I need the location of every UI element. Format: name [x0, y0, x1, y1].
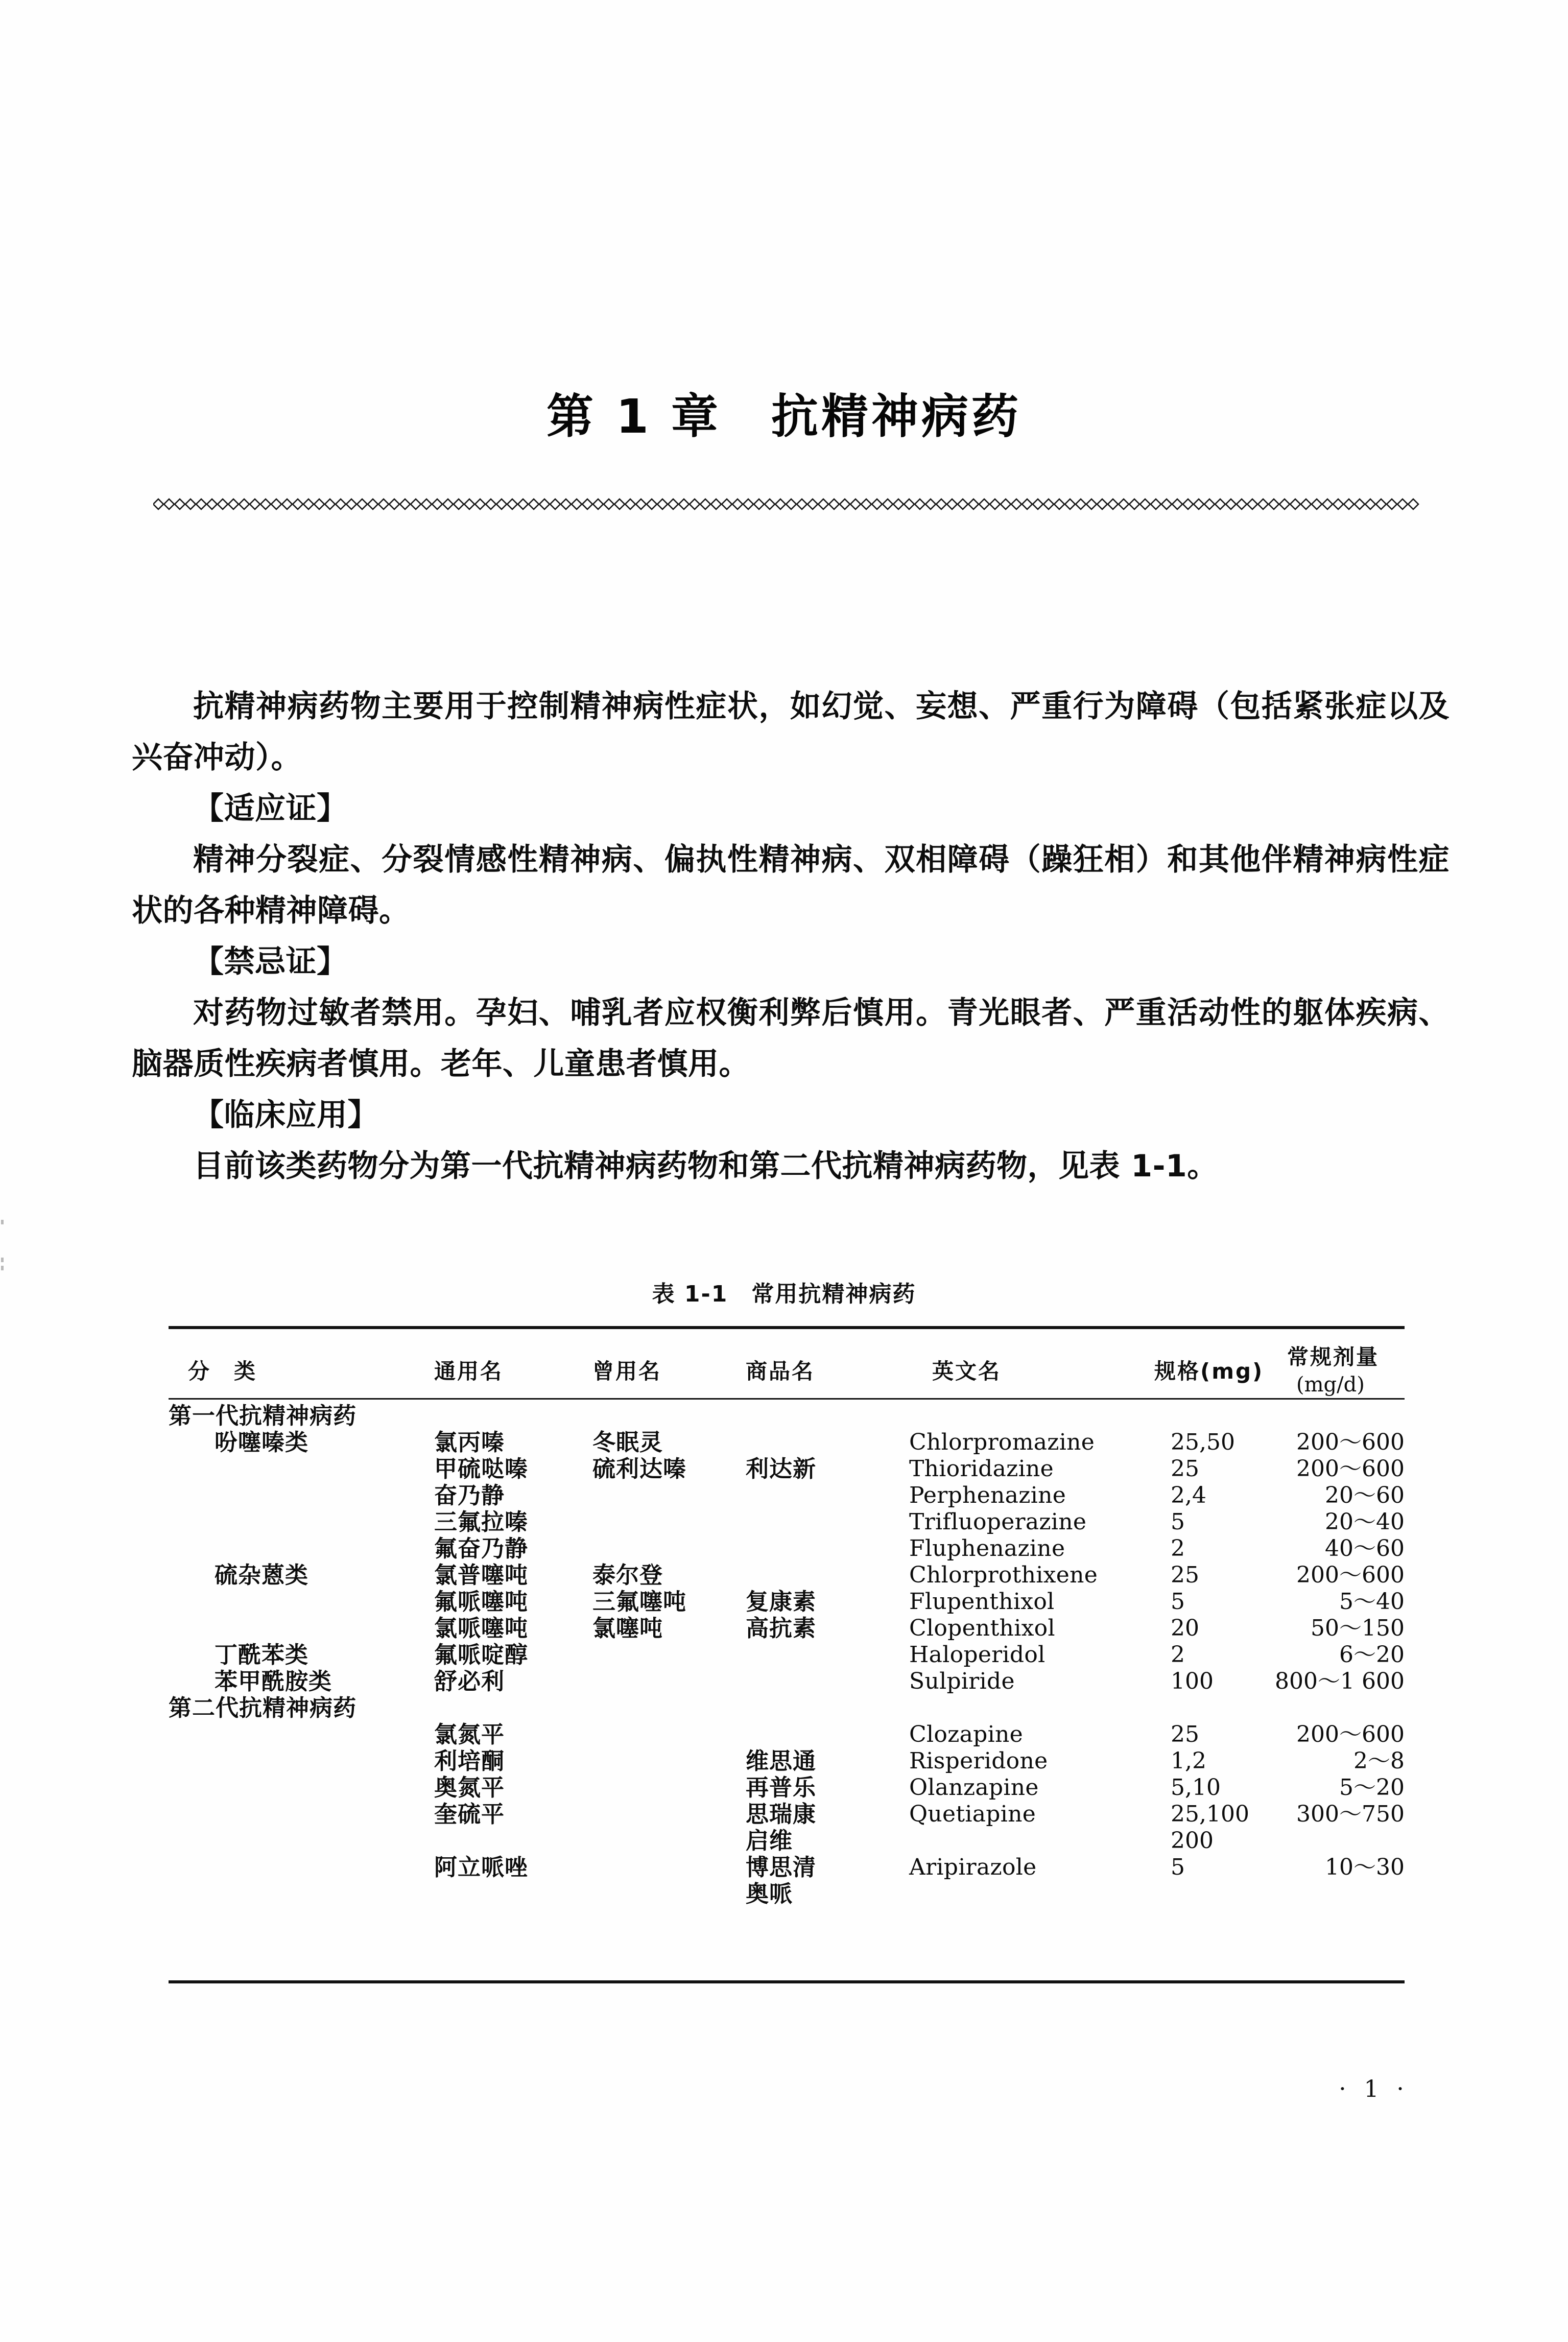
- cell-dose: 10～30: [1325, 1854, 1405, 1880]
- cell-former-name: 冬眠灵: [592, 1429, 663, 1456]
- chapter-title: 第 1 章 抗精神病药: [546, 389, 1022, 444]
- cell-dose: 20～60: [1325, 1482, 1405, 1508]
- cell-specification: 5: [1171, 1589, 1185, 1615]
- cell-classification: 丁酰苯类: [215, 1641, 309, 1668]
- table-row: [169, 1429, 1405, 1456]
- cell-brand-name: 维思通: [746, 1747, 817, 1775]
- heading-clinical: 【临床应用】: [193, 1097, 378, 1133]
- cell-english-name: Flupenthixol: [909, 1589, 1055, 1615]
- table-row: [169, 1642, 1405, 1668]
- table-body: [169, 1403, 1405, 1980]
- column-header-classification: 分 类: [188, 1359, 257, 1384]
- cell-english-name: Chlorpromazine: [909, 1429, 1095, 1455]
- cell-classification: 第二代抗精神病药: [169, 1694, 357, 1721]
- cell-english-name: Clozapine: [909, 1721, 1023, 1747]
- heading-indication: 【适应证】: [193, 791, 348, 826]
- cell-english-name: Perphenazine: [909, 1482, 1066, 1508]
- table-row: [169, 1881, 1405, 1907]
- indication-paragraph: 精神分裂症、分裂情感性精神病、偏执性精神病、双相障碍（躁狂相）和其他伴精神病性症状的各种精神障碍。: [132, 842, 1450, 929]
- table-row: [169, 1828, 1405, 1854]
- table-row: [169, 1589, 1405, 1615]
- cell-specification: 2: [1171, 1535, 1185, 1562]
- cell-former-name: 氯噻吨: [592, 1615, 663, 1642]
- cell-english-name: Thioridazine: [909, 1456, 1054, 1482]
- cell-generic-name: 三氟拉嗪: [434, 1508, 529, 1535]
- table-row: [169, 1775, 1405, 1801]
- cell-former-name: 硫利达嗪: [592, 1455, 687, 1482]
- column-header-former-name: 曾用名: [592, 1359, 662, 1384]
- cell-brand-name: 博思清: [746, 1854, 817, 1881]
- cell-specification: 2,4: [1171, 1482, 1206, 1508]
- scan-artifact: [1, 1220, 4, 1224]
- cell-dose: 800～1 600: [1275, 1668, 1405, 1694]
- page-number: · 1 ·: [1339, 2075, 1409, 2102]
- table-row: [169, 1748, 1405, 1775]
- cell-brand-name: 高抗素: [746, 1615, 817, 1642]
- table-row: [169, 1854, 1405, 1881]
- cell-dose: 200～600: [1296, 1721, 1405, 1747]
- cell-specification: 5,10: [1171, 1775, 1221, 1801]
- cell-brand-name: 思瑞康: [746, 1801, 817, 1828]
- table-row: [169, 1615, 1405, 1642]
- cell-specification: 25: [1171, 1456, 1199, 1482]
- cell-english-name: Quetiapine: [909, 1801, 1036, 1827]
- cell-brand-name: 利达新: [746, 1455, 817, 1482]
- cell-generic-name: 氟哌噻吨: [434, 1588, 529, 1615]
- cell-specification: 5: [1171, 1854, 1185, 1880]
- cell-english-name: Haloperidol: [909, 1642, 1046, 1668]
- table-rule-top: [169, 1326, 1405, 1329]
- heading-contraindication: 【禁忌证】: [193, 944, 348, 980]
- cell-english-name: Sulpiride: [909, 1668, 1015, 1694]
- cell-english-name: Clopenthixol: [909, 1615, 1055, 1641]
- table-header-row: [169, 1333, 1405, 1397]
- column-header-dose-unit: (mg/d): [1296, 1373, 1365, 1397]
- cell-dose: 5～40: [1339, 1589, 1405, 1615]
- cell-specification: 25,50: [1171, 1429, 1235, 1455]
- cell-dose: 200～600: [1296, 1429, 1405, 1455]
- intro-paragraph: 抗精神病药物主要用于控制精神病性症状，如幻觉、妄想、严重行为障碍（包括紧张症以及兴奋冲动）。: [132, 689, 1450, 775]
- cell-specification: 25: [1171, 1721, 1199, 1747]
- table-row: [169, 1668, 1405, 1695]
- cell-dose: 300～750: [1296, 1801, 1405, 1827]
- table-row: [169, 1482, 1405, 1509]
- table-row: [169, 1403, 1405, 1429]
- cell-former-name: 三氟噻吨: [592, 1588, 687, 1615]
- cell-brand-name: 奥哌: [746, 1880, 793, 1907]
- cell-generic-name: 氯哌噻吨: [434, 1615, 529, 1642]
- cell-specification: 25: [1171, 1562, 1199, 1588]
- cell-specification: 20: [1171, 1615, 1199, 1641]
- cell-dose: 200～600: [1296, 1562, 1405, 1588]
- clinical-paragraph: 目前该类药物分为第一代抗精神病药物和第二代抗精神病药物，见表 1-1。: [193, 1148, 1218, 1184]
- cell-classification: 吩噻嗪类: [215, 1429, 309, 1456]
- column-header-generic-name: 通用名: [434, 1359, 504, 1384]
- cell-dose: 20～40: [1325, 1509, 1405, 1535]
- cell-brand-name: 复康素: [746, 1588, 817, 1615]
- scan-artifact: [1, 1258, 4, 1262]
- cell-generic-name: 氟哌啶醇: [434, 1641, 529, 1668]
- cell-dose: 6～20: [1339, 1642, 1405, 1668]
- cell-english-name: Aripirazole: [909, 1854, 1037, 1880]
- cell-english-name: Olanzapine: [909, 1775, 1039, 1801]
- cell-generic-name: 阿立哌唑: [434, 1854, 529, 1881]
- cell-generic-name: 利培酮: [434, 1747, 505, 1775]
- cell-classification: 苯甲酰胺类: [215, 1668, 332, 1695]
- cell-generic-name: 舒必利: [434, 1668, 505, 1695]
- contraindication-paragraph: 对药物过敏者禁用。孕妇、哺乳者应权衡利弊后慎用。青光眼者、严重活动性的躯体疾病、脑器质性疾病者慎用。老年、儿童患者慎用。: [132, 995, 1450, 1082]
- cell-english-name: Chlorprothixene: [909, 1562, 1098, 1588]
- cell-specification: 25,100: [1171, 1801, 1249, 1827]
- cell-dose: 5～20: [1339, 1775, 1405, 1801]
- cell-generic-name: 甲硫哒嗪: [434, 1455, 529, 1482]
- cell-specification: 200: [1171, 1828, 1214, 1854]
- table-row: [169, 1456, 1405, 1482]
- cell-classification: 第一代抗精神病药: [169, 1402, 357, 1429]
- cell-dose: 200～600: [1296, 1456, 1405, 1482]
- cell-specification: 5: [1171, 1509, 1185, 1535]
- table-row: [169, 1695, 1405, 1721]
- cell-specification: 1,2: [1171, 1748, 1206, 1774]
- cell-english-name: Risperidone: [909, 1748, 1048, 1774]
- table-row: [169, 1801, 1405, 1828]
- column-header-english-name: 英文名: [932, 1359, 1002, 1384]
- table-row: [169, 1562, 1405, 1589]
- table-caption: 表 1-1 常用抗精神病药: [652, 1281, 916, 1307]
- scan-artifact: [1, 1266, 4, 1270]
- table-row: [169, 1721, 1405, 1748]
- cell-dose: 50～150: [1311, 1615, 1405, 1641]
- column-header-dose: 常规剂量: [1287, 1344, 1380, 1369]
- cell-classification: 硫杂蒽类: [215, 1562, 309, 1589]
- cell-generic-name: 奥氮平: [434, 1774, 505, 1801]
- cell-english-name: Trifluoperazine: [909, 1509, 1087, 1535]
- cell-specification: 2: [1171, 1642, 1185, 1668]
- cell-generic-name: 氯氮平: [434, 1721, 505, 1748]
- cell-brand-name: 再普乐: [746, 1774, 817, 1801]
- cell-generic-name: 奎硫平: [434, 1801, 505, 1828]
- table-rule-header: [169, 1398, 1405, 1400]
- cell-generic-name: 氯丙嗪: [434, 1429, 505, 1456]
- cell-dose: 40～60: [1325, 1535, 1405, 1562]
- table-rule-bottom: [169, 1980, 1405, 1983]
- cell-former-name: 泰尔登: [592, 1562, 663, 1589]
- cell-dose: 2～8: [1353, 1748, 1405, 1774]
- table-row: [169, 1535, 1405, 1562]
- cell-generic-name: 氯普噻吨: [434, 1562, 529, 1589]
- table-row: [169, 1509, 1405, 1535]
- column-header-specification: 规格(mg): [1154, 1359, 1264, 1384]
- cell-generic-name: 奋乃静: [434, 1482, 505, 1509]
- diamond-chain-divider-icon: [153, 494, 1420, 515]
- cell-brand-name: 启维: [746, 1827, 793, 1854]
- cell-generic-name: 氟奋乃静: [434, 1535, 529, 1562]
- cell-english-name: Fluphenazine: [909, 1535, 1065, 1562]
- column-header-brand-name: 商品名: [746, 1359, 815, 1384]
- cell-specification: 100: [1171, 1668, 1214, 1694]
